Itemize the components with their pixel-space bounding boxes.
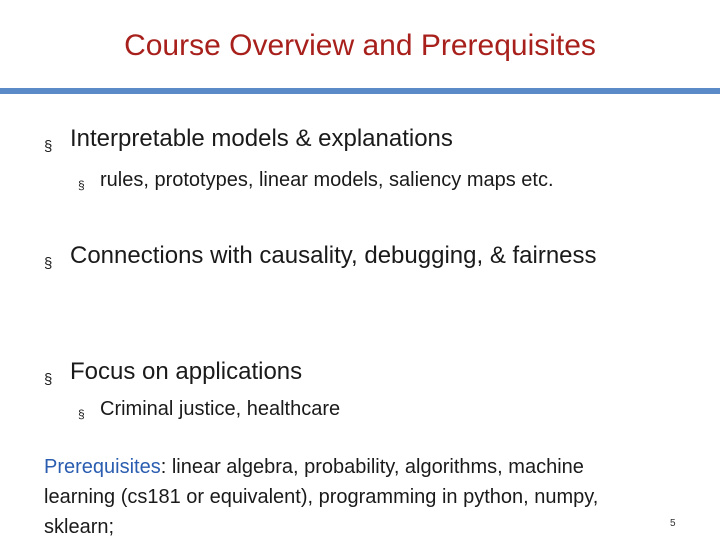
sub-bullet-text: rules, prototypes, linear models, saliency maps etc.: [100, 169, 554, 191]
prerequisites-label: Prerequisites: [44, 456, 161, 478]
sub-bullet-criminal-justice: [78, 396, 698, 422]
title-divider: [0, 88, 720, 94]
sub-bullet-text: Criminal justice, healthcare: [100, 398, 341, 420]
bullet-text: Connections with causality, debugging, & fairness: [70, 242, 597, 269]
sub-bullet-marker: §: [78, 407, 85, 421]
bullet-marker: §: [44, 138, 53, 155]
page-number: 5: [670, 518, 676, 529]
sub-bullet-marker: §: [78, 178, 85, 192]
slide-title: Course Overview and Prerequisites: [124, 29, 596, 62]
prerequisites-paragraph: [44, 452, 654, 542]
prerequisites-text: : linear algebra, probability, algorithms, machine learning (cs181 or equivalent), programming in python, numpy, sklearn;: [44, 456, 599, 538]
bullet-marker: §: [44, 371, 53, 388]
bullet-connections: [44, 239, 604, 273]
bullet-marker: §: [44, 255, 53, 272]
bullet-interpretable-models: [44, 122, 684, 156]
bullet-applications: [44, 355, 684, 389]
bullet-text: Focus on applications: [70, 358, 303, 385]
bullet-text: Interpretable models & explanations: [70, 125, 453, 152]
sub-bullet-rules: [78, 167, 698, 193]
